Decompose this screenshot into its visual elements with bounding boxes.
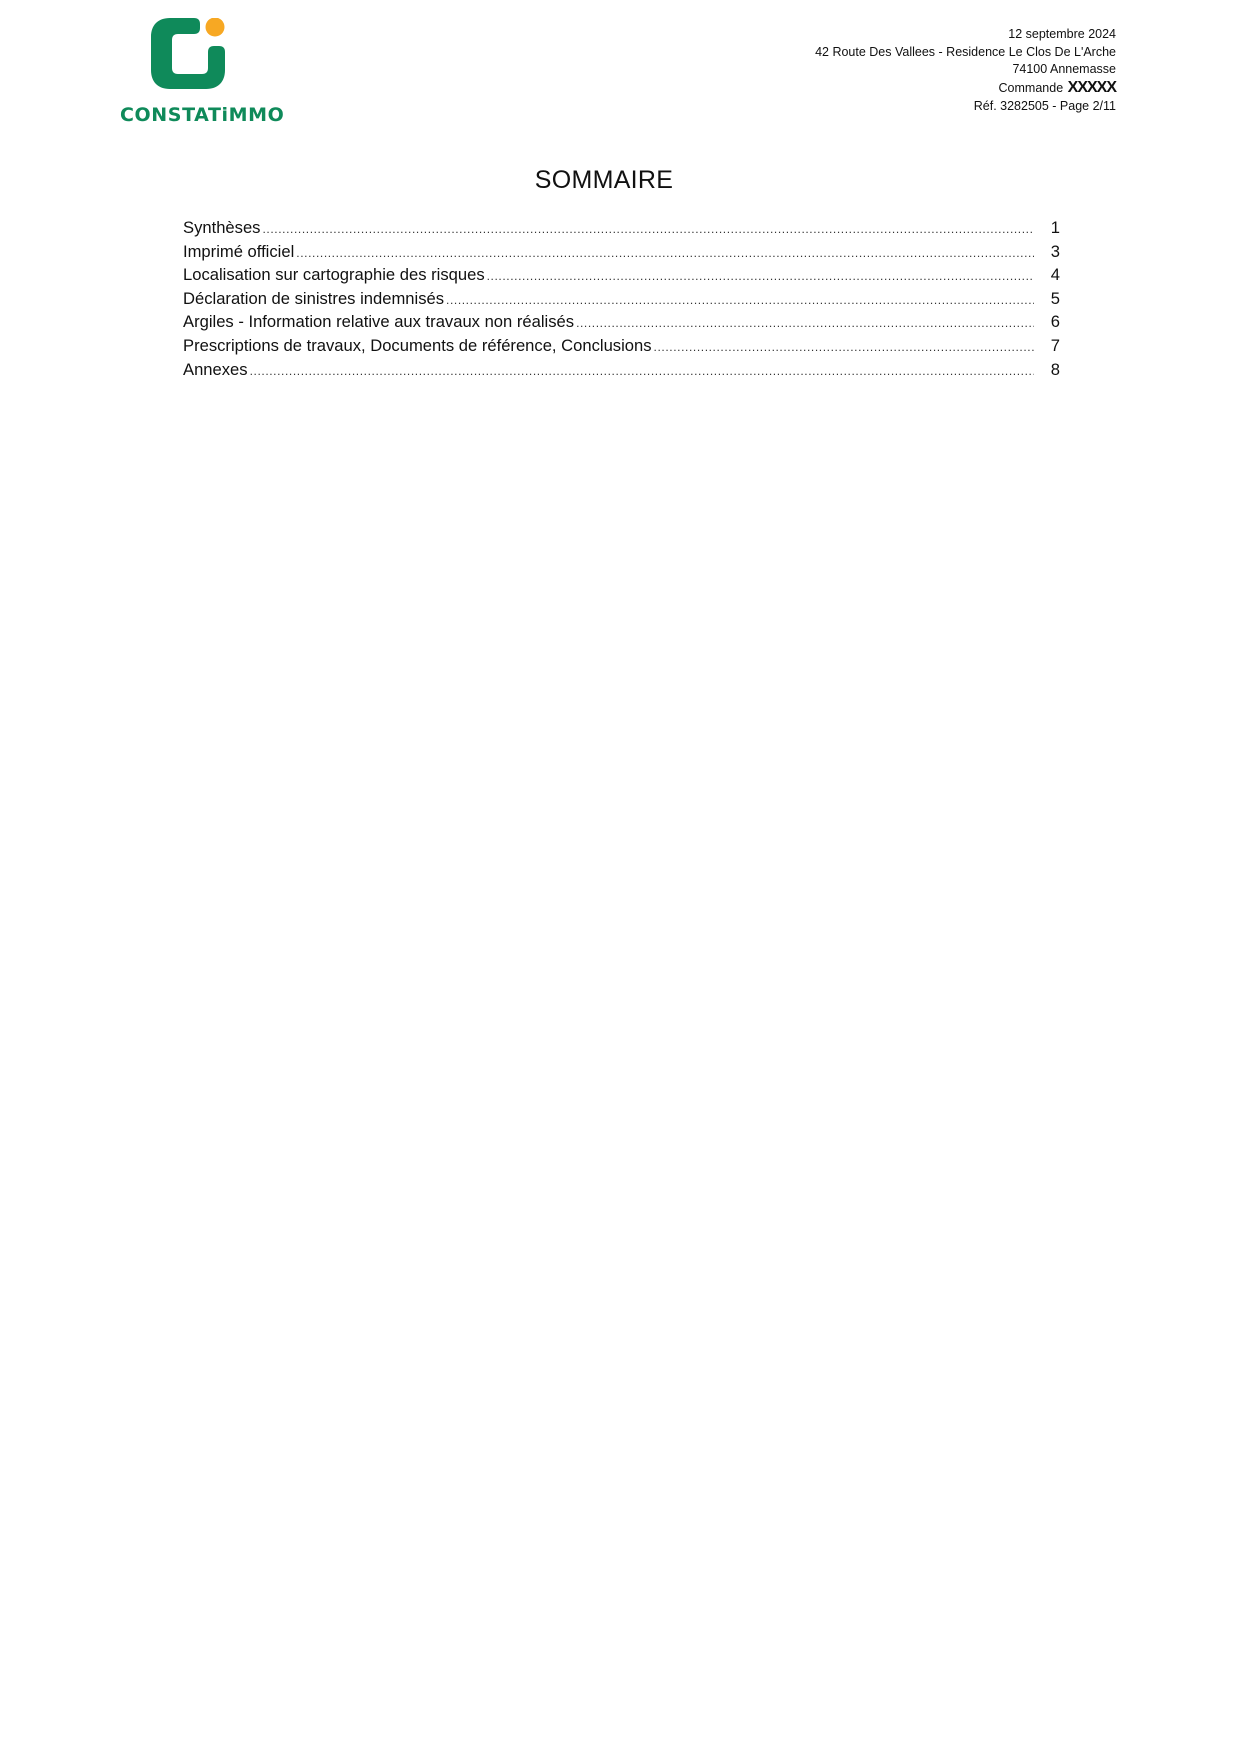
toc-entry-page: 7 xyxy=(1050,335,1060,355)
toc-dot-leader xyxy=(296,246,1034,260)
document-date: 12 septembre 2024 xyxy=(1008,27,1116,41)
toc-entry-page: 4 xyxy=(1050,265,1060,285)
toc-entry-label: Prescriptions de travaux, Documents de référence, Conclusions xyxy=(183,335,652,355)
toc-entry-page: 5 xyxy=(1050,288,1060,308)
logo-wordmark: CONSTATiMMO xyxy=(120,104,285,126)
table-of-contents xyxy=(183,218,1060,383)
toc-entry-page: 3 xyxy=(1050,241,1060,261)
reference-page: Réf. 3282505 - Page 2/11 xyxy=(973,98,1116,113)
toc-entry-label: Localisation sur cartographie des risques xyxy=(183,265,485,285)
order-label: Commande xyxy=(998,81,1064,96)
toc-dot-leader xyxy=(654,340,1034,354)
toc-dot-leader xyxy=(487,269,1034,283)
property-city: 74100 Annemasse xyxy=(1012,62,1116,77)
toc-entry[interactable] xyxy=(183,336,1060,360)
company-logo xyxy=(120,18,285,130)
toc-entry-label: Argiles - Information relative aux travaux non réalisés xyxy=(183,312,575,332)
order-line xyxy=(815,79,1116,98)
toc-entry[interactable] xyxy=(183,360,1060,384)
toc-dot-leader xyxy=(262,222,1034,236)
toc-dot-leader xyxy=(446,293,1034,307)
toc-dot-leader xyxy=(250,364,1034,378)
toc-entry[interactable] xyxy=(183,218,1060,242)
toc-entry[interactable] xyxy=(183,265,1060,289)
property-address: 42 Route Des Vallees - Residence Le Clos De L'Arche xyxy=(815,44,1116,59)
toc-entry-page: 6 xyxy=(1050,312,1060,332)
toc-entry-label: Annexes xyxy=(183,359,248,379)
toc-entry-label: Imprimé officiel xyxy=(183,241,295,261)
toc-entry[interactable] xyxy=(183,242,1060,266)
page-title: SOMMAIRE xyxy=(534,166,674,194)
toc-entry[interactable] xyxy=(183,312,1060,336)
toc-entry-page: 8 xyxy=(1050,359,1060,379)
document-header-info xyxy=(815,26,1116,116)
toc-dot-leader xyxy=(576,316,1034,330)
toc-entry-label: Déclaration de sinistres indemnisés xyxy=(183,288,445,308)
order-number-redacted: XXXXX xyxy=(1067,79,1116,97)
toc-entry-label: Synthèses xyxy=(183,218,261,237)
toc-entry[interactable] xyxy=(183,289,1060,313)
constatimmo-logo-icon xyxy=(148,18,244,98)
toc-entry-page: 1 xyxy=(1050,218,1060,237)
